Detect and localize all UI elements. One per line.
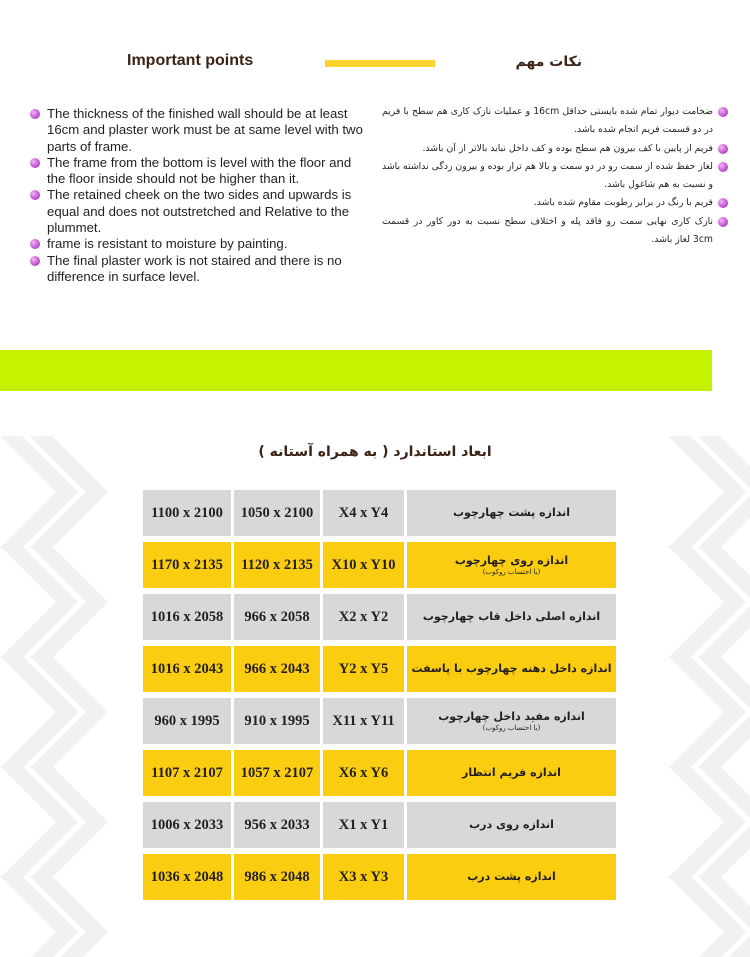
- dimension-cell: 966 x 2043: [234, 646, 320, 692]
- row-label: اندازه پشت درب: [467, 870, 556, 883]
- code-cell: X1 x Y1: [323, 802, 404, 848]
- point-fa: ضخامت دیوار تمام شده بایستی حداقل 16cm و عملیات نازک کاری هم سطح با فریم در دو قسمت فریم انجام شده باشد.: [382, 103, 728, 140]
- dimension-with-cover-cell: 1100 x 2100: [143, 490, 231, 536]
- code-cell: X11 x Y11: [323, 698, 404, 744]
- row-sublabel: (با احتساب روکوب): [482, 567, 541, 576]
- dimension-cell: 986 x 2048: [234, 854, 320, 900]
- label-cell: [407, 750, 616, 796]
- point-en: The final plaster work is not staired and there is no difference in surface level.: [30, 253, 365, 286]
- point-en: The retained cheek on the two sides and upwards is equal and does not outstretched and Relative to the plummet.: [30, 187, 365, 236]
- dimension-cell: 1057 x 2107: [234, 750, 320, 796]
- table-row: [143, 750, 616, 796]
- code-cell: X6 x Y6: [323, 750, 404, 796]
- point-fa: لغاز حفظ شده از سمت رو در دو سمت و بالا هم تراز بوده و بیرون زدگی نداشته باشد و نسبت به هم شاغول باشد.: [382, 158, 728, 195]
- dimension-with-cover-cell: 1170 x 2135: [143, 542, 231, 588]
- points-list-fa: [382, 103, 728, 249]
- table-row: [143, 490, 616, 536]
- dimension-with-cover-cell: 1006 x 2033: [143, 802, 231, 848]
- label-cell: [407, 594, 616, 640]
- dimension-with-cover-cell: 1036 x 2048: [143, 854, 231, 900]
- table-row: [143, 542, 616, 588]
- dimension-with-cover-cell: 1107 x 2107: [143, 750, 231, 796]
- row-label: اندازه مفید داخل چهارچوب: [438, 709, 585, 723]
- point-fa: فریم از پایین با کف بیرون هم سطح بوده و کف داخل نباید بالاتر از آن باشد.: [382, 140, 728, 158]
- table-row: [143, 594, 616, 640]
- row-label: اندازه روی چهارچوب: [454, 553, 569, 567]
- table-row: [143, 854, 616, 900]
- dimension-cell: 1050 x 2100: [234, 490, 320, 536]
- row-label: اندازه فریم انتظار: [462, 766, 561, 779]
- dimension-with-cover-cell: 1016 x 2058: [143, 594, 231, 640]
- dimension-with-cover-cell: 960 x 1995: [143, 698, 231, 744]
- dimensions-table: [140, 484, 619, 906]
- table-row: [143, 802, 616, 848]
- code-cell: X10 x Y10: [323, 542, 404, 588]
- row-label: اندازه داخل دهنه چهارچوب با پاسفت: [411, 662, 612, 675]
- point-en: frame is resistant to moisture by painting.: [30, 236, 365, 252]
- heading-accent-bar: [325, 60, 435, 67]
- label-cell: [407, 802, 616, 848]
- points-list-en: [30, 106, 365, 285]
- table-row: [143, 698, 616, 744]
- section-divider-band: [0, 350, 712, 391]
- dimension-with-cover-cell: 1016 x 2043: [143, 646, 231, 692]
- code-cell: X4 x Y4: [323, 490, 404, 536]
- dimensions-table-title: ابعاد استاندارد ( به همراه آستانه ): [258, 444, 492, 460]
- chevron-pattern-left: [0, 436, 110, 957]
- row-label: اندازه پشت چهارچوب: [452, 506, 570, 519]
- table-row: [143, 646, 616, 692]
- label-cell: [407, 542, 616, 588]
- dimension-cell: 966 x 2058: [234, 594, 320, 640]
- dimension-cell: 1120 x 2135: [234, 542, 320, 588]
- code-cell: Y2 x Y5: [323, 646, 404, 692]
- row-sublabel: (با احتساب روکوب): [482, 723, 541, 732]
- heading-en: Important points: [127, 52, 254, 69]
- heading-fa: نکات مهم: [515, 54, 582, 70]
- code-cell: X3 x Y3: [323, 854, 404, 900]
- point-en: The frame from the bottom is level with the floor and the floor inside should not be higher than it.: [30, 155, 365, 188]
- row-label: اندازه روی درب: [469, 818, 554, 831]
- dimension-cell: 910 x 1995: [234, 698, 320, 744]
- chevron-pattern-right: [668, 436, 750, 957]
- label-cell: [407, 854, 616, 900]
- dimension-cell: 956 x 2033: [234, 802, 320, 848]
- code-cell: X2 x Y2: [323, 594, 404, 640]
- point-en: The thickness of the finished wall should be at least 16cm and plaster work must be at same level with two parts of frame.: [30, 106, 365, 155]
- label-cell: [407, 698, 616, 744]
- row-label: اندازه اصلی داخل قاب چهارچوب: [422, 610, 601, 623]
- point-fa: نازک کاری نهایی سمت رو فاقد پله و اختلاف سطح نسبت به دور کاور در قسمت 3cm لغاز باشد.: [382, 213, 728, 250]
- label-cell: [407, 646, 616, 692]
- point-fa: فریم با رنگ در برابر رطوبت مقاوم شده باشد.: [382, 194, 728, 212]
- label-cell: [407, 490, 616, 536]
